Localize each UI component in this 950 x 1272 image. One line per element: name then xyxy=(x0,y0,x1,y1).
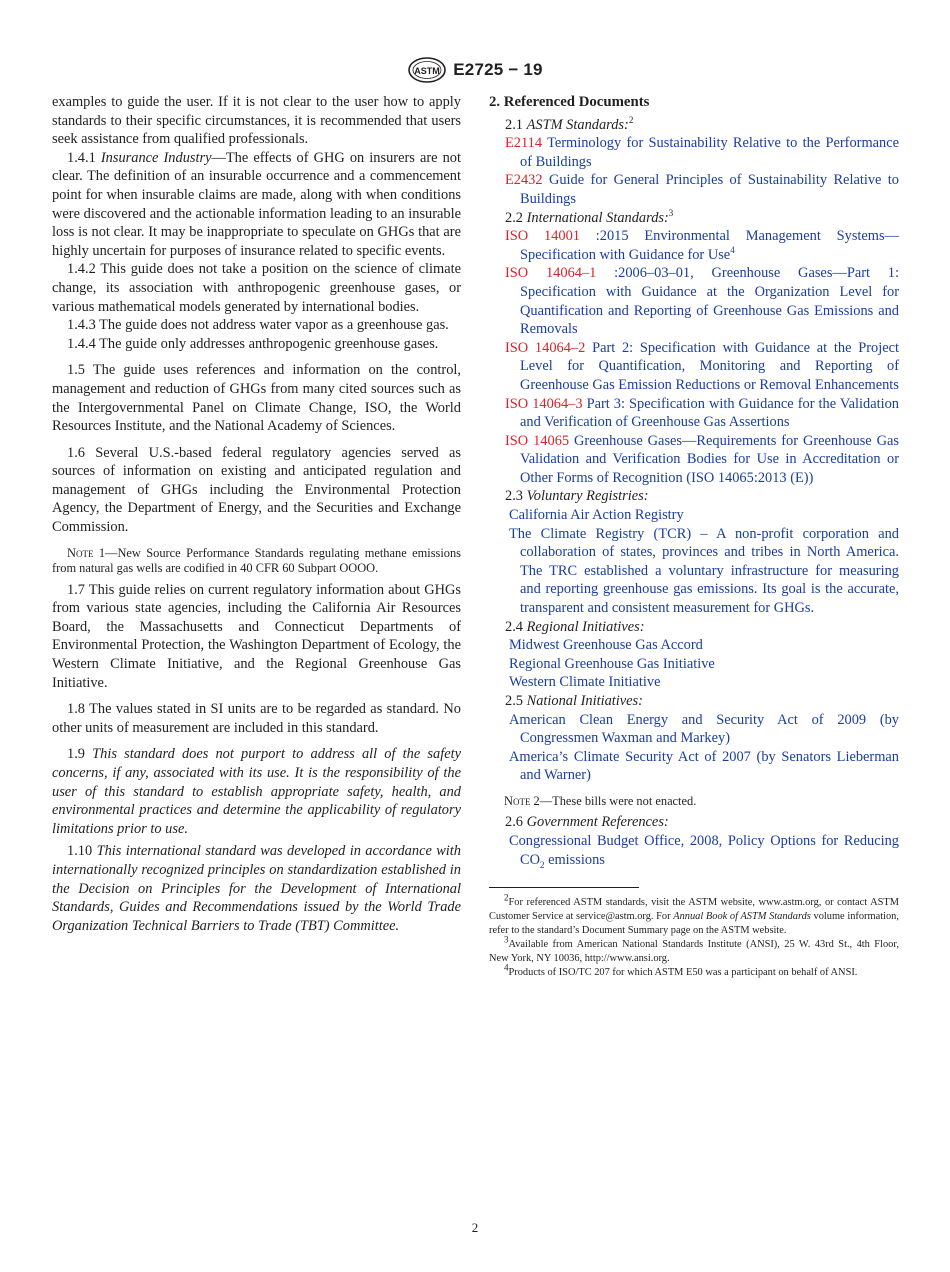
section-1-8: 1.8 The values stated in SI units are to be regarded as standard. No other units of measurement are included in this standard. xyxy=(52,701,461,736)
astm-logo-icon xyxy=(407,56,447,84)
reference-rggi-link[interactable]: Regional Greenhouse Gas Initiative xyxy=(509,655,715,672)
footnote-divider xyxy=(489,887,639,888)
note-1 xyxy=(52,546,461,577)
reference-code-link: ISO 14001 xyxy=(505,228,580,245)
section-number: 1.4.1 xyxy=(67,149,96,166)
section-1-5: 1.5 The guide uses references and information on the control, management and reduction of GHGs from many cited sources such as the Intergovernmental Panel on Climate Change, ISO, the World Resources Institute, and the National Academy of Sciences. xyxy=(52,362,461,435)
section-text: This standard does not purport to address all of the safety concerns, if any, associated with its use. It is the responsibility of the user of this standard to establish appropriate safety, health, and environmental practices and determine the applicability of regulatory limitations prior to use. xyxy=(52,746,461,837)
left-column xyxy=(52,93,461,935)
section-number: 1.10 xyxy=(67,843,93,860)
reference-code-link: ISO 14064–1 xyxy=(505,265,597,282)
section-1-4-4: 1.4.4 The guide only addresses anthropogenic greenhouse gases. xyxy=(67,335,439,352)
reference-title-link: Part 2: Specification with Guidance at the Project Level for Quantification, Monitoring and Reporting of Greenhouse Gas Emission Reductions or Removal Enhancements xyxy=(520,339,900,393)
document-id: E2725 − 19 xyxy=(453,60,543,79)
reference-aces-link[interactable]: American Clean Energy and Security Act of 2009 (by Congressmen Waxman and Markey) xyxy=(509,711,899,747)
reference-iso-14064-2[interactable] xyxy=(489,339,899,395)
reference-e2432[interactable] xyxy=(489,171,899,208)
reference-iso-14001[interactable]: ISO 14001 :2015 Environmental Management Systems—Specification with Guidance for Use$^4$ xyxy=(505,228,899,263)
reference-title-link: Greenhouse Gases—Requirements for Greenhouse Gas Validation and Verification Bodies for Use in Accreditation or Other Forms of Recognition (ISO 14065:2013 (E)) xyxy=(520,432,899,486)
section-1-9 xyxy=(52,745,461,838)
reference-code-link: ISO 14065 xyxy=(505,432,570,449)
section-text: —The effects of GHG on insurers are not clear. The definition of an insurable occurrence and a commencement point for when insurable claims are made, along with when conditions were discovered and the actionable information leading to an insurable loss is not clear. It may be inappropriate to speculate on GHGs that are highly uncertain for purposes of insurance related to specific events. xyxy=(52,149,461,259)
reference-iso-14064-1[interactable] xyxy=(489,264,899,338)
reference-climate-registry-link[interactable]: The Climate Registry (TCR) – A non-profit corporation and collaboration of states, provinces and tribes in North America. The TRC established a voluntary infrastructure for measuring and reporting greenhouse gas emissions. Its goal is the accurate, transparent and consistent measurement for GHGs. xyxy=(509,525,899,617)
reference-title-link: :2015 Environmental Management Systems—Specification with Guidance for Use xyxy=(520,228,899,263)
reference-iso-14065[interactable] xyxy=(489,432,899,488)
section-1-4-1 xyxy=(52,149,461,261)
intro-paragraph: examples to guide the user. If it is not clear to the user how to apply standards to their specific circumstances, it is recommended that users seek assistance from qualified professionals. xyxy=(52,94,461,148)
section-1-6: 1.6 Several U.S.-based federal regulatory agencies served as sources of information on existing and anticipated regulation and management of GHGs including the Environmental Protection Agency, the Department of Energy, and the Securities and Exchange Commission. xyxy=(52,444,461,536)
note-label: Note 2 xyxy=(504,793,540,808)
reference-title-link: Guide for General Principles of Sustainability Relative to Buildings xyxy=(520,172,899,207)
section-1-7: 1.7 This guide relies on current regulatory information about GHGs from various state agencies, including the California Air Resources Board, the Massachusetts and Connecticut Departments of Environmental Protection, the Washington Department of Ecology, the Western Climate Initiative, and the Regional Greenhouse Gas Initiative. xyxy=(52,581,461,691)
reference-acsa-link[interactable]: America’s Climate Security Act of 2007 (by Senators Lieberman and Warner) xyxy=(509,748,899,784)
subsection-2-6: 2.6 Government References: xyxy=(505,814,669,831)
section-heading-referenced-documents: 2. Referenced Documents xyxy=(489,94,650,110)
subsection-2-5: 2.5 National Initiatives: xyxy=(505,693,643,709)
right-column xyxy=(489,93,899,980)
reference-code-link: E2114 xyxy=(505,135,543,152)
reference-code-link: ISO 14064–3 xyxy=(505,395,583,412)
reference-wci-link[interactable]: Western Climate Initiative xyxy=(509,674,661,691)
reference-code-link: ISO 14064–2 xyxy=(505,339,586,356)
section-1-4-3: 1.4.3 The guide does not address water vapor as a greenhouse gas. xyxy=(67,317,449,334)
subsection-2-4: 2.4 Regional Initiatives: xyxy=(505,618,645,635)
reference-title-link: :2006–03–01, Greenhouse Gases—Part 1: Specification with Guidance at the Organization Level for Quantification and Reporting of Greenhouse Gas Emissions and Removals xyxy=(520,265,899,338)
section-title: Insurance Industry xyxy=(100,149,212,166)
subsection-2-1: 2.1 ASTM Standards:$^2$ xyxy=(505,114,634,133)
page-number: 2 xyxy=(471,1220,479,1235)
reference-title-link: Part 3: Specification with Guidance for the Validation and Verification of Greenhouse Gas Assertions xyxy=(520,395,899,431)
note-text: —These bills were not enacted. xyxy=(539,793,697,808)
reference-title-link: Terminology for Sustainability Relative to the Performance of Buildings xyxy=(520,135,899,170)
footnote-4: $^4$Products of ISO/TC 207 for which ASTM E50 was a participant on behalf of ANSI. xyxy=(504,962,858,979)
reference-code-link: E2432 xyxy=(505,172,543,189)
reference-california-registry-link[interactable]: California Air Action Registry xyxy=(509,507,684,524)
section-1-10 xyxy=(52,842,461,935)
section-text: This international standard was developed in accordance with internationally recognized principles on standardization established in the Decision on Principles for the Development of International Standards, Guides and Recommendations issued by the World Trade Organization Technical Barriers to Trade (TBT) Committee. xyxy=(52,843,461,934)
section-1-4-2: 1.4.2 This guide does not take a position on the science of climate change, its association with anthropogenic greenhouse gases, or various mathematical models generated by international bodies. xyxy=(52,261,461,315)
reference-e2114[interactable] xyxy=(489,134,899,171)
reference-cbo-link[interactable]: Congressional Budget Office, 2008, Policy Options for Reducing $CO_2$ emissions xyxy=(509,833,899,870)
section-number: 1.9 xyxy=(67,746,85,763)
logo-text: ASTM xyxy=(414,66,441,76)
subsection-2-3: 2.3 Voluntary Registries: xyxy=(505,488,649,505)
footnote-2: $^2$For referenced ASTM standards, visit the ASTM website, www.astm.org, or contact ASTM Customer Service at service@astm.org. For Annual Book of ASTM Standards volume information, refer to the standard’s Document Summary page on the ASTM website. xyxy=(489,892,899,937)
note-text: —New Source Performance Standards regulating methane emissions from natural gas wells are codified in 40 CFR 60 Subpart OOOO. xyxy=(52,545,461,576)
note-2 xyxy=(489,794,899,810)
note-label: Note 1 xyxy=(67,545,106,560)
footnote-3: $^3$Available from American National Standards Institute (ANSI), 25 W. 43rd St., 4th Floor, New York, NY 10036, http://www.ansi.org. xyxy=(489,934,899,965)
reference-midwest-accord-link[interactable]: Midwest Greenhouse Gas Accord xyxy=(509,637,703,654)
reference-iso-14064-3[interactable] xyxy=(489,395,899,432)
page-header xyxy=(0,56,950,89)
subsection-2-2: 2.2 International Standards:$^3$ xyxy=(505,207,674,226)
